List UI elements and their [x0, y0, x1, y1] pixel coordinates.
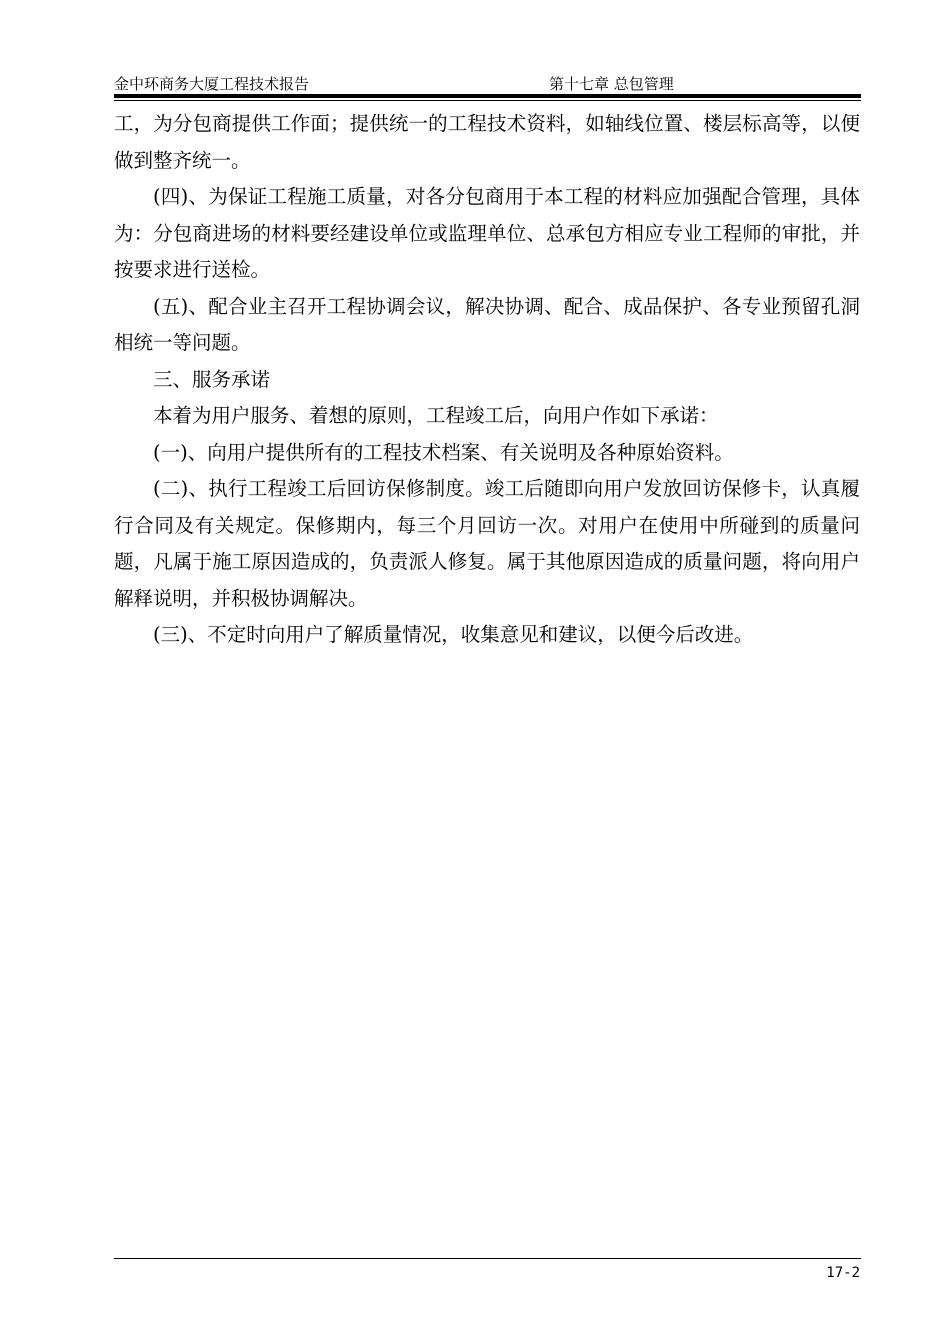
body-text	[114, 106, 860, 654]
paragraph-item-5: (五)、配合业主召开工程协调会议，解决协调、配合、成品保护、各专业预留孔洞相统一等问题。	[114, 294, 860, 354]
paragraph-commitment-intro: 本着为用户服务、着想的原则，工程竣工后，向用户作如下承诺：	[153, 404, 719, 427]
chapter-title: 第十七章 总包管理	[549, 75, 674, 93]
paragraph-continuation: 工，为分包商提供工作面；提供统一的工程技术资料，如轴线位置、楼层标高等，以便做到整齐统一。	[114, 112, 860, 172]
paragraph-item-4: (四)、为保证工程施工质量，对各分包商用于本工程的材料应加强配合管理，具体为：分包商进场的材料要经建设单位或监理单位、总承包方相应专业工程师的审批，并按要求进行送检。	[114, 185, 860, 281]
paragraph-commitment-1: (一)、向用户提供所有的工程技术档案、有关说明及各种原始资料。	[153, 440, 734, 464]
footer-rule	[114, 1258, 861, 1259]
page-header	[114, 74, 860, 94]
report-title: 金中环商务大厦工程技术报告	[114, 75, 310, 93]
section-heading-service-commitment: 三、服务承诺	[153, 367, 271, 391]
page-number: 17-2	[826, 1265, 860, 1281]
header-rule-thin	[114, 100, 861, 101]
paragraph-commitment-2: (二)、执行工程竣工后回访保修制度。竣工后随即向用户发放回访保修卡，认真履行合同及有关规定。保修期内，每三个月回访一次。对用户在使用中所碰到的质量问题，凡属于施工原因造成的，负责派人修复。属于其他原因造成的质量问题，将向用户解释说明，并积极协调解决。	[114, 477, 860, 610]
paragraph-commitment-3: (三)、不定时向用户了解质量情况，收集意见和建议，以便今后改进。	[153, 623, 754, 646]
header-rule-thick	[114, 94, 861, 98]
